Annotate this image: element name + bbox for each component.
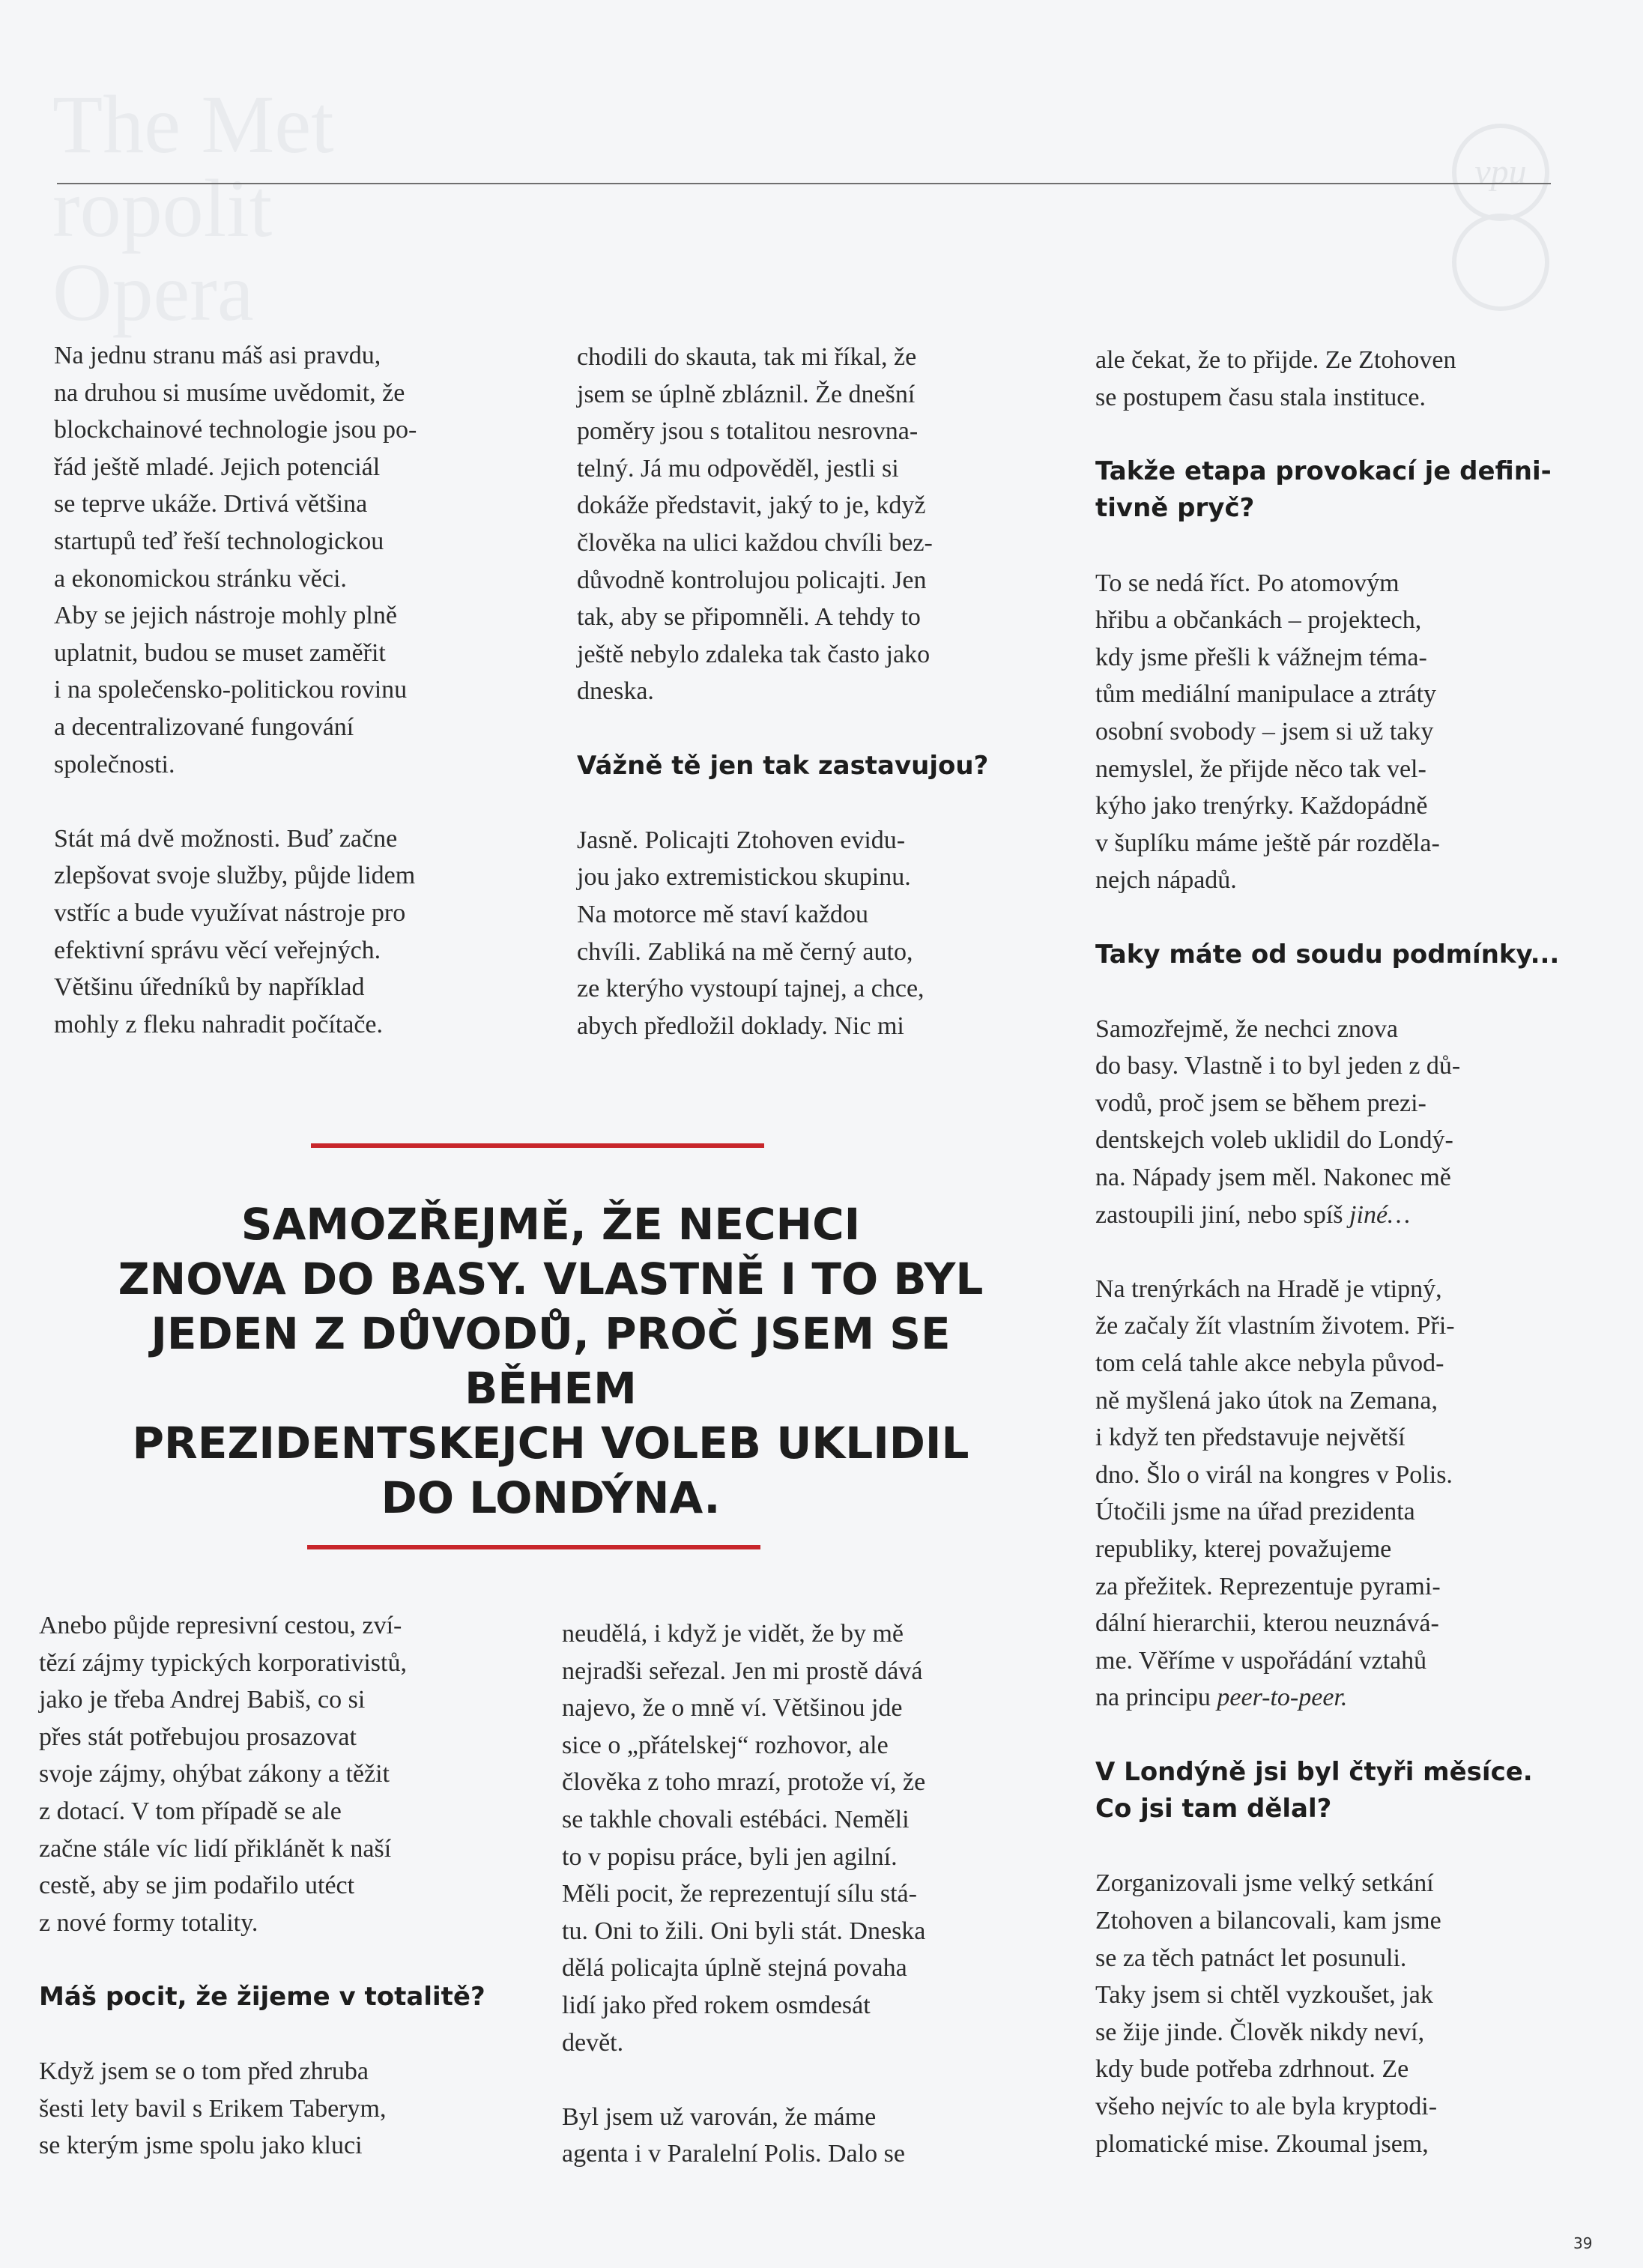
svg-text:vpu: vpu: [1474, 152, 1527, 192]
bottom-column-2: [562, 1615, 1041, 2173]
pullquote: SAMOZŘEJMĚ, ŽE NECHCI ZNOVA DO BASY. VLASTNĚ I TO BYL JEDEN Z DŮVODŮ, PROČ JSEM SE BĚHEM PREZIDENTSKEJCH VOLEB UKLIDIL DO LONDÝNA.: [118, 1199, 984, 1523]
interview-question: V Londýně jsi byl čtyři měsíce. Co jsi tam dělal?: [1095, 1756, 1533, 1824]
interview-question: Máš pocit, že žijeme v totalitě?: [39, 1981, 485, 2012]
paragraph: Anebo půjde represivní cestou, zví- tězí zájmy typických korporativistů, jako je třeba Andrej Babiš, co si přes stát potřebujou prosazovat svoje zájmy, ohýbat zákony a těžit z dotací. V tom případě se ale začne stále víc lidí přiklánět k naší cestě, aby se jim podařilo utéct z nové formy totality.: [39, 1612, 407, 1937]
page-number: 39: [1573, 2234, 1593, 2252]
bottom-column-1: [39, 1607, 518, 2165]
top-column-2: [577, 339, 1041, 1044]
paragraph: Zorganizovali jsme velký setkání Ztohoven a bilancovali, kam jsme se za těch patnáct let posunuli. Taky jsem si chtěl vyzkoušet, jak se žije jinde. Člověk nikdy neví, kdy bude potřeba zdrhnout. Ze všeho nejvíc to ale byla kryptodi- plomatické mise. Zkoumal jsem,: [1095, 1869, 1441, 2158]
pullquote-rule-bottom: [307, 1545, 760, 1549]
paragraph: chodili do skauta, tak mi říkal, že jsem se úplně zbláznil. Že dnešní poměry jsou s totalitou nesrovna- telný. Já mu odpověděl, jestli si dokáže představit, jaký to je, když člověka na ulici každou chvíli bez- důvodně kontrolujou policajti. Jen tak, aby se připomněli. A tehdy to ještě nebylo zdaleka tak často jako dneska.: [577, 343, 933, 706]
paragraph: To se nedá říct. Po atomovým hřibu a občankách – projektech, kdy jsme přešli k vážnejm téma- tům mediální manipulace a ztráty osobní svobody – jsem si už taky nemyslel, že přijde něco tak vel- kýho jako trenýrky. Každopádně v šuplíku máme ještě pár rozděla- nejch nápadů.: [1095, 569, 1440, 895]
paragraph: Samozřejmě, že nechci znova do basy. Vlastně i to byl jeden z dů- vodů, proč jsem se během prezi- dentskejch voleb uklidil do Londý- na. Nápady jsem měl. Nakonec mě zastoupili jiní, nebo spíš jiné…: [1095, 1014, 1461, 1229]
interview-question: Vážně tě jen tak zastavujou?: [577, 750, 989, 781]
paragraph: Když jsem se o tom před zhruba šesti lety bavil s Erikem Taberym, se kterým jsme spolu jako kluci: [39, 2057, 387, 2160]
seal-watermark-icon: [1437, 120, 1564, 315]
column-3: [1095, 342, 1575, 2162]
paragraph: ale čekat, že to přijde. Ze Ztohoven se postupem času stala instituce.: [1095, 346, 1456, 411]
interview-question: Takže etapa provokací je defini- tivně pryč?: [1095, 456, 1552, 524]
interview-question: Taky máte od soudu podmínky...: [1095, 939, 1560, 970]
paragraph: Na trenýrkách na Hradě je vtipný, že začaly žít vlastním životem. Při- tom celá tahle akce nebyla původ- ně myšlená jako útok na Zemana, i když ten představuje největší dno. Šlo o virál na kongres v Polis. Útočili jsme na úřad prezidenta republiky, kterej považujeme za přežitek. Reprezentuje pyrami- dální hierarchii, kterou neuznává- me. Věříme v uspořádání vztahů na principu peer-to-peer.: [1095, 1274, 1455, 1712]
paragraph: Jasně. Policajti Ztohoven evidu- jou jako extremistickou skupinu. Na motorce mě staví každou chvíli. Zabliká na mě černý auto, ze kterýho vystoupí tajnej, a chce, abych předložil doklady. Nic mi: [577, 826, 925, 1040]
paragraph: Byl jsem už varován, že máme agenta i v Paralelní Polis. Dalo se: [562, 2102, 905, 2168]
top-column-1: [54, 337, 518, 1043]
header-rule: [57, 183, 1551, 184]
pullquote-rule-top: [311, 1143, 764, 1148]
paragraph: Na jednu stranu máš asi pravdu, na druhou si musíme uvědomit, že blockchainové technologie jsou po- řád ještě mladé. Jejich potenciál se teprve ukáže. Drtivá většina startupů teď řeší technologickou a ekonomickou stránku věci. Aby se jejich nástroje mohly plně uplatnit, budou se muset zaměřit i na společensko-politickou rovinu a decentralizované fungování společnosti.: [54, 342, 417, 778]
paragraph: neudělá, i když je vidět, že by mě nejradši seřezal. Jen mi prostě dává najevo, že o mně ví. Většinou jde sice o „přátelskej“ rozhovor, ale člověka z toho mrazí, protože ví, že se takhle chovali estébáci. Neměli to v popisu práce, byli jen agilní. Měli pocit, že reprezentují sílu stá- tu. Oni to žili. Oni byli stát. Dneska dělá policajta úplně stejná povaha lidí jako před rokem osmdesát devět.: [562, 1620, 926, 2057]
background-watermark: The Met ropolit Opera: [52, 79, 334, 338]
paragraph: Stát má dvě možnosti. Buď začne zlepšovat svoje služby, půjde lidem vstříc a bude využívat nástroje pro efektivní správu věcí veřejných. Většinu úředníků by například mohly z fleku nahradit počítače.: [54, 824, 416, 1038]
